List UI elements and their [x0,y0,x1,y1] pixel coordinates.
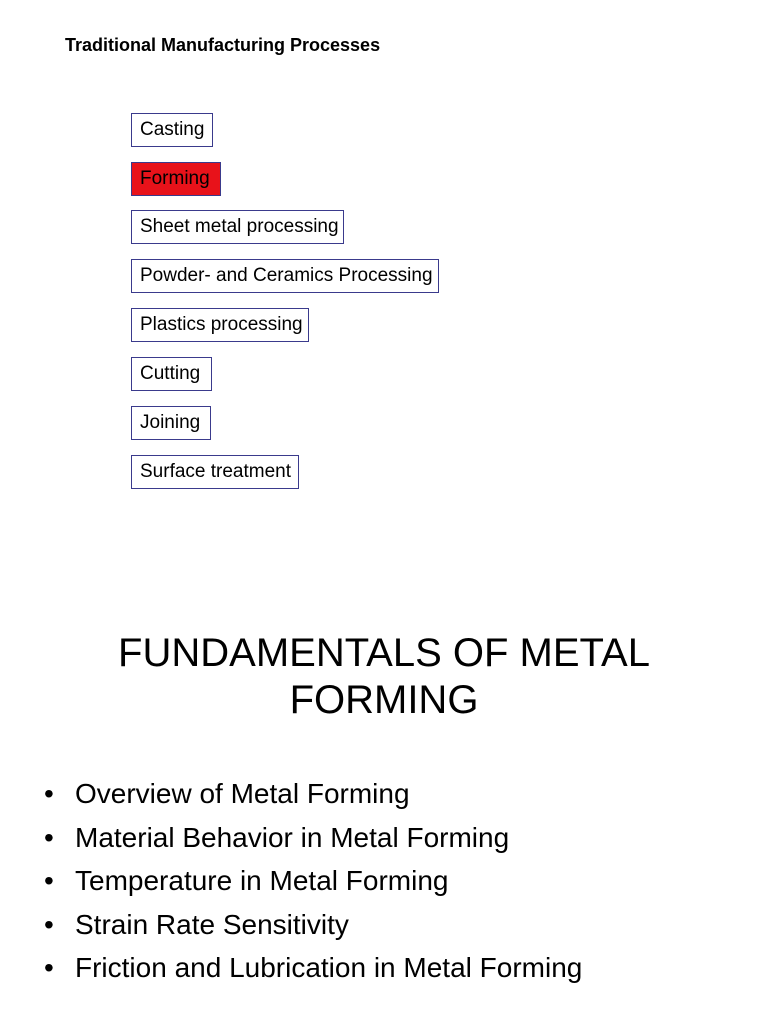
process-item-label: Powder- and Ceramics Processing [140,265,433,286]
process-item-powder-ceramics-processing[interactable] [131,259,439,293]
process-item-label: Forming [140,168,210,189]
slide-title-line-1: FUNDAMENTALS OF METAL [118,631,650,675]
topic-text: Material Behavior in Metal Forming [75,821,510,853]
process-item-label: Cutting [140,363,201,384]
process-item-label: Sheet metal processing [140,216,339,237]
bullet-icon: • [44,821,54,853]
topic-text: Overview of Metal Forming [75,778,410,809]
topic-text: Friction and Lubrication in Metal Forming [75,952,583,983]
process-item-forming[interactable] [131,162,221,196]
bullet-icon: • [44,865,54,896]
process-item-plastics-processing[interactable] [131,308,309,342]
slide-title-line-2: FORMING [289,678,479,722]
topic-text: Temperature in Metal Forming [75,865,449,896]
process-item-sheet-metal-processing[interactable] [131,210,344,244]
bullet-icon: • [44,908,54,940]
process-item-surface-treatment[interactable] [131,455,299,489]
process-item-label: Plastics processing [140,314,303,335]
bullet-icon: • [44,952,54,983]
bullet-icon: • [44,778,54,809]
page-title: Traditional Manufacturing Processes [65,35,381,55]
process-item-label: Casting [140,119,205,140]
process-item-label: Surface treatment [140,461,292,482]
process-item-casting[interactable] [131,113,213,147]
topic-text: Strain Rate Sensitivity [75,908,349,940]
process-item-joining[interactable] [131,406,211,440]
slide-title [0,630,768,724]
process-item-cutting[interactable] [131,357,212,391]
process-item-label: Joining [140,412,201,433]
